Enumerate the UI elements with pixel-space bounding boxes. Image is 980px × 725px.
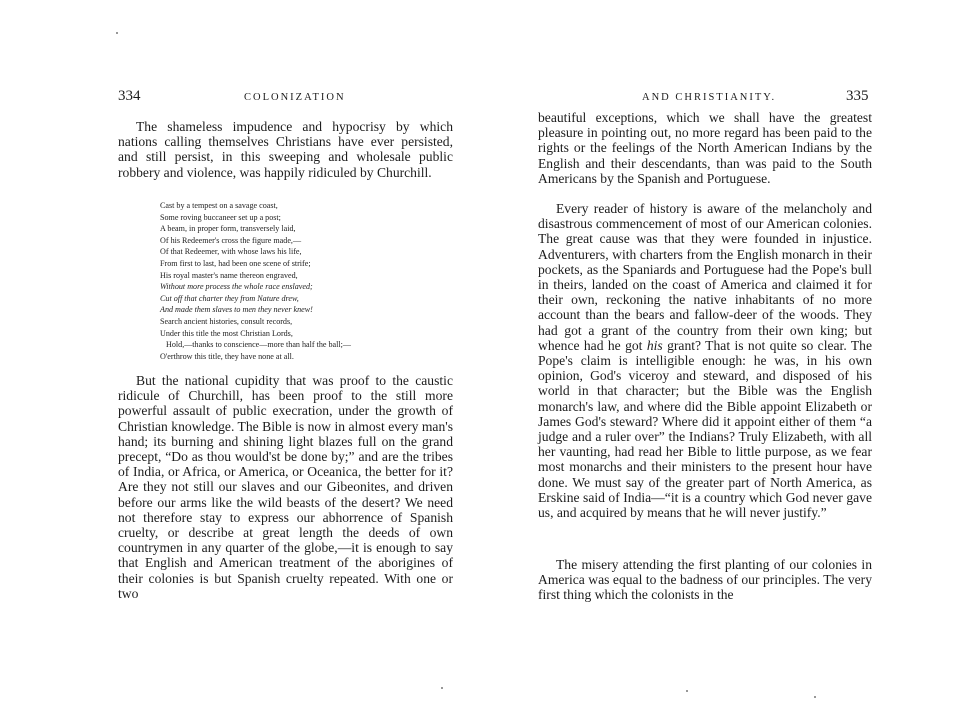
poem-line: His royal master's name thereon engraved, [160, 270, 298, 280]
left-paragraph-2: But the national cupidity that was proof to the caustic ridicule of Churchill, has been proof to the still more powerful assault of public execration, under the growth of Christian knowledge. The Bible is now in almost every man's hand; its burning and shining light blazes full on the grand precept, “Do as thou would'st be done by;” and are the tribes of India, or Africa, or America, or Oceanica, the better for it? Are they not still our slaves and our Gibeonites, and driven before our arms like the wild beasts of the desert? We need not therefore stay to express our abhorrence of Spanish cruelty, or describe at great length the deeds of own countrymen in any quarter of the globe,—it is enough to say that English and American treatment of the aborigines of their colonies is but Spanish cruelty repeated. With one or two [118, 373, 453, 601]
scan-speck [814, 696, 816, 698]
poem-line: Of his Redeemer's cross the figure made,— [160, 235, 302, 245]
left-paragraph-1: The shameless impudence and hypocrisy by which nations calling themselves Christians have ever persisted, and still persist, in this sweeping and wholesale public robbery and violence, was happily ridiculed by Churchill. [118, 119, 453, 180]
poem-line: Of that Redeemer, with whose laws his life, [160, 247, 302, 257]
right-page-number: 335 [846, 88, 869, 104]
poem-line: A beam, in proper form, transversely laid, [160, 224, 296, 234]
left-running-head: COLONIZATION [244, 92, 346, 103]
poem-line: And made them slaves to men they never knew! [160, 305, 313, 315]
poem-line: Under this title the most Christian Lords, [160, 328, 293, 338]
right-paragraph-3: The misery attending the first planting of our colonies in America was equal to the badness of our principles. The very first thing which the colonists in the [538, 557, 872, 603]
poem-line: Some roving buccaneer set up a post; [160, 212, 281, 222]
italic-his: his [646, 337, 663, 353]
poem-line: From first to last, had been one scene of strife; [160, 258, 311, 268]
right-paragraph-2 [538, 201, 872, 520]
poem-line: Search ancient histories, consult records, [160, 316, 293, 326]
churchill-poem [160, 200, 351, 362]
poem-line: Without more process the whole race enslaved; [160, 282, 313, 292]
right-paragraph-1: beautiful exceptions, which we shall have the greatest pleasure in pointing out, no more regard has been paid to the rights or the feelings of the North American Indians by the English and their descendants, than was paid to the South Americans by the Spanish and Portuguese. [538, 110, 872, 186]
right-paragraph-2-continuation: grant? That is not quite so clear. The Pope's claim is intelligible enough: he was, in his own opinion, God's viceroy and steward, and disposed of his world in that character; but the Bible was the English monarch's law, and where did the Bible appoint Elizabeth or James God's steward? Where did it appoint either of them “a judge and a ruler over” the Indians? Truly Elizabeth, with all her vaunting, had read her Bible to little purpose, as we fear most monarchs and their ministers to the present hour have done. We must say of the greater part of North America, as Erskine said of India—“it is a country which God never gave us, and acquired by means that he will never justify.” [538, 337, 872, 521]
right-running-head: AND CHRISTIANITY. [642, 92, 777, 103]
left-page-number: 334 [118, 88, 141, 104]
poem-line: Cast by a tempest on a savage coast, [160, 201, 278, 210]
poem-line: O'erthrow this title, they have none at all. [160, 351, 294, 361]
poem-line: Cut off that charter they from Nature drew, [160, 293, 299, 303]
scan-speck [116, 32, 118, 34]
scan-speck [441, 687, 443, 689]
poem-line: Hold,—thanks to conscience—more than half the ball;— [166, 340, 351, 350]
right-paragraph-2-text: Every reader of history is aware of the melancholy and disastrous commencement of most of our American colonies. The great cause was that they were founded in injustice. Adventurers, with charters from the English monarch in their pockets, as the Spaniards and Portuguese had the Pope's bull in theirs, landed on the coast of America and claimed it for their own, reckoning the native inhabitants of no more account than the bears and fallow-deer of the woods. They had got a grant of the country from their own king; but whence had he got [538, 201, 872, 353]
scan-speck [686, 690, 688, 692]
